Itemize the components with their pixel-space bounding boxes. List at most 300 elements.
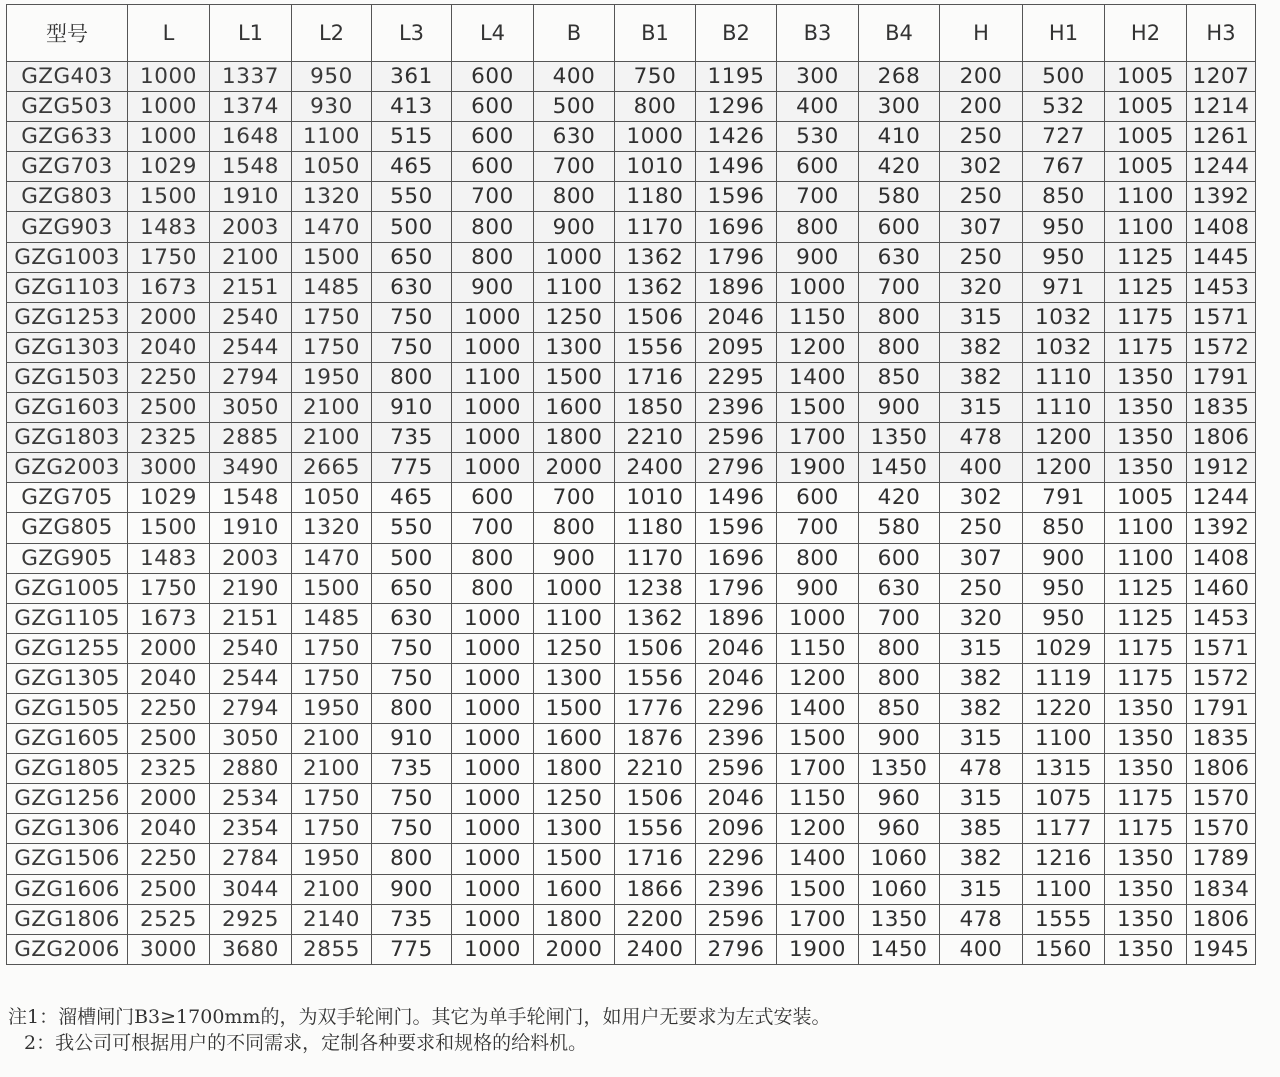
value-cell: 900 [859, 393, 940, 423]
value-cell: 630 [859, 573, 940, 603]
value-cell: 1750 [128, 573, 210, 603]
table-row [7, 242, 1256, 272]
value-cell: 600 [859, 212, 940, 242]
value-cell: 1175 [1105, 814, 1187, 844]
value-cell: 2296 [696, 693, 777, 723]
value-cell: 1500 [534, 844, 615, 874]
value-cell: 1220 [1023, 693, 1105, 723]
column-header: B2 [696, 5, 777, 62]
table-row [7, 724, 1256, 754]
value-cell: 385 [940, 814, 1023, 844]
value-cell: 420 [859, 152, 940, 182]
value-cell: 1000 [452, 302, 534, 332]
table-row [7, 453, 1256, 483]
value-cell: 1600 [534, 393, 615, 423]
value-cell: 1850 [615, 393, 696, 423]
value-cell: 2210 [615, 423, 696, 453]
value-cell: 1000 [452, 453, 534, 483]
value-cell: 250 [940, 573, 1023, 603]
value-cell: 1555 [1023, 904, 1105, 934]
value-cell: 1648 [210, 122, 292, 152]
value-cell: 1910 [210, 513, 292, 543]
value-cell: 1350 [1105, 934, 1187, 964]
value-cell: 2596 [696, 754, 777, 784]
model-cell: GZG1505 [7, 693, 128, 723]
model-cell: GZG1503 [7, 362, 128, 392]
value-cell: 2046 [696, 302, 777, 332]
model-cell: GZG1603 [7, 393, 128, 423]
value-cell: 1119 [1023, 663, 1105, 693]
value-cell: 1496 [696, 152, 777, 182]
model-cell: GZG705 [7, 483, 128, 513]
value-cell: 1150 [777, 633, 859, 663]
value-cell: 2540 [210, 302, 292, 332]
value-cell: 2855 [292, 934, 372, 964]
value-cell: 2296 [696, 844, 777, 874]
value-cell: 1200 [1023, 453, 1105, 483]
value-cell: 465 [372, 483, 452, 513]
value-cell: 2396 [696, 874, 777, 904]
value-cell: 2000 [534, 453, 615, 483]
value-cell: 700 [534, 152, 615, 182]
table-row [7, 212, 1256, 242]
value-cell: 1175 [1105, 633, 1187, 663]
value-cell: 3490 [210, 453, 292, 483]
value-cell: 2500 [128, 724, 210, 754]
value-cell: 1500 [777, 393, 859, 423]
column-header: B [534, 5, 615, 62]
column-header: L1 [210, 5, 292, 62]
value-cell: 1400 [777, 693, 859, 723]
value-cell: 1000 [128, 62, 210, 92]
value-cell: 750 [615, 62, 696, 92]
value-cell: 1175 [1105, 332, 1187, 362]
value-cell: 791 [1023, 483, 1105, 513]
table-row [7, 543, 1256, 573]
value-cell: 1789 [1187, 844, 1256, 874]
value-cell: 1000 [452, 423, 534, 453]
value-cell: 1000 [452, 393, 534, 423]
value-cell: 2540 [210, 633, 292, 663]
value-cell: 478 [940, 904, 1023, 934]
value-cell: 382 [940, 693, 1023, 723]
value-cell: 2200 [615, 904, 696, 934]
value-cell: 3000 [128, 934, 210, 964]
value-cell: 1214 [1187, 92, 1256, 122]
table-row [7, 693, 1256, 723]
value-cell: 1362 [615, 242, 696, 272]
value-cell: 900 [372, 874, 452, 904]
value-cell: 1408 [1187, 212, 1256, 242]
value-cell: 1426 [696, 122, 777, 152]
value-cell: 1000 [534, 573, 615, 603]
value-cell: 1100 [1105, 182, 1187, 212]
value-cell: 1500 [128, 513, 210, 543]
value-cell: 1350 [1105, 453, 1187, 483]
value-cell: 1315 [1023, 754, 1105, 784]
value-cell: 1485 [292, 603, 372, 633]
value-cell: 2100 [292, 724, 372, 754]
table-row [7, 332, 1256, 362]
value-cell: 300 [859, 92, 940, 122]
value-cell: 1806 [1187, 904, 1256, 934]
value-cell: 1500 [292, 242, 372, 272]
value-cell: 700 [777, 182, 859, 212]
model-cell: GZG703 [7, 152, 128, 182]
value-cell: 700 [452, 182, 534, 212]
column-header: H3 [1187, 5, 1256, 62]
value-cell: 2325 [128, 423, 210, 453]
value-cell: 580 [859, 182, 940, 212]
value-cell: 1570 [1187, 784, 1256, 814]
value-cell: 1000 [452, 784, 534, 814]
value-cell: 900 [452, 272, 534, 302]
value-cell: 1900 [777, 453, 859, 483]
value-cell: 2046 [696, 663, 777, 693]
value-cell: 1175 [1105, 663, 1187, 693]
value-cell: 1000 [452, 724, 534, 754]
value-cell: 2095 [696, 332, 777, 362]
value-cell: 1791 [1187, 693, 1256, 723]
value-cell: 1000 [452, 693, 534, 723]
value-cell: 800 [452, 212, 534, 242]
value-cell: 2794 [210, 362, 292, 392]
value-cell: 515 [372, 122, 452, 152]
value-cell: 900 [777, 242, 859, 272]
value-cell: 910 [372, 724, 452, 754]
value-cell: 1673 [128, 603, 210, 633]
value-cell: 1673 [128, 272, 210, 302]
column-header: H2 [1105, 5, 1187, 62]
model-cell: GZG805 [7, 513, 128, 543]
value-cell: 1337 [210, 62, 292, 92]
model-cell: GZG403 [7, 62, 128, 92]
value-cell: 1470 [292, 543, 372, 573]
value-cell: 1910 [210, 182, 292, 212]
value-cell: 1200 [777, 332, 859, 362]
value-cell: 2500 [128, 874, 210, 904]
value-cell: 1110 [1023, 362, 1105, 392]
value-cell: 1835 [1187, 724, 1256, 754]
value-cell: 1350 [1105, 393, 1187, 423]
value-cell: 1556 [615, 814, 696, 844]
value-cell: 800 [452, 242, 534, 272]
value-cell: 2596 [696, 904, 777, 934]
value-cell: 1835 [1187, 393, 1256, 423]
value-cell: 1362 [615, 272, 696, 302]
column-header: H1 [1023, 5, 1105, 62]
value-cell: 2151 [210, 603, 292, 633]
value-cell: 750 [372, 633, 452, 663]
value-cell: 1250 [534, 633, 615, 663]
value-cell: 775 [372, 934, 452, 964]
value-cell: 1500 [534, 362, 615, 392]
value-cell: 580 [859, 513, 940, 543]
value-cell: 727 [1023, 122, 1105, 152]
value-cell: 1000 [452, 934, 534, 964]
value-cell: 735 [372, 904, 452, 934]
value-cell: 382 [940, 663, 1023, 693]
value-cell: 1496 [696, 483, 777, 513]
value-cell: 1950 [292, 362, 372, 392]
value-cell: 1100 [1105, 513, 1187, 543]
value-cell: 1170 [615, 543, 696, 573]
value-cell: 1945 [1187, 934, 1256, 964]
value-cell: 1750 [292, 332, 372, 362]
model-cell: GZG1606 [7, 874, 128, 904]
value-cell: 1125 [1105, 603, 1187, 633]
value-cell: 2796 [696, 934, 777, 964]
value-cell: 750 [372, 814, 452, 844]
value-cell: 413 [372, 92, 452, 122]
value-cell: 2190 [210, 573, 292, 603]
value-cell: 1320 [292, 182, 372, 212]
value-cell: 600 [452, 122, 534, 152]
value-cell: 2500 [128, 393, 210, 423]
table-row [7, 272, 1256, 302]
model-cell: GZG1306 [7, 814, 128, 844]
value-cell: 735 [372, 754, 452, 784]
value-cell: 2046 [696, 784, 777, 814]
value-cell: 1244 [1187, 483, 1256, 513]
value-cell: 1750 [292, 302, 372, 332]
value-cell: 400 [940, 453, 1023, 483]
value-cell: 307 [940, 212, 1023, 242]
value-cell: 500 [534, 92, 615, 122]
value-cell: 315 [940, 874, 1023, 904]
value-cell: 1500 [777, 724, 859, 754]
value-cell: 950 [1023, 573, 1105, 603]
value-cell: 1350 [1105, 724, 1187, 754]
value-cell: 1716 [615, 844, 696, 874]
value-cell: 250 [940, 513, 1023, 543]
value-cell: 1195 [696, 62, 777, 92]
value-cell: 800 [615, 92, 696, 122]
value-cell: 382 [940, 332, 1023, 362]
value-cell: 1000 [615, 122, 696, 152]
value-cell: 800 [534, 182, 615, 212]
value-cell: 500 [1023, 62, 1105, 92]
value-cell: 750 [372, 302, 452, 332]
value-cell: 1029 [128, 483, 210, 513]
model-cell: GZG1305 [7, 663, 128, 693]
value-cell: 1110 [1023, 393, 1105, 423]
value-cell: 1200 [777, 814, 859, 844]
table-row [7, 663, 1256, 693]
model-cell: GZG1303 [7, 332, 128, 362]
value-cell: 1060 [859, 844, 940, 874]
value-cell: 1000 [777, 603, 859, 633]
value-cell: 1750 [292, 663, 372, 693]
value-cell: 1000 [777, 272, 859, 302]
value-cell: 1453 [1187, 272, 1256, 302]
value-cell: 800 [452, 543, 534, 573]
table-row [7, 784, 1256, 814]
value-cell: 2925 [210, 904, 292, 934]
value-cell: 1548 [210, 152, 292, 182]
value-cell: 800 [372, 844, 452, 874]
value-cell: 800 [534, 513, 615, 543]
value-cell: 1400 [777, 362, 859, 392]
value-cell: 1912 [1187, 453, 1256, 483]
value-cell: 250 [940, 242, 1023, 272]
value-cell: 2003 [210, 543, 292, 573]
value-cell: 1572 [1187, 663, 1256, 693]
value-cell: 1005 [1105, 122, 1187, 152]
value-cell: 1506 [615, 302, 696, 332]
value-cell: 600 [452, 62, 534, 92]
model-cell: GZG1806 [7, 904, 128, 934]
value-cell: 250 [940, 182, 1023, 212]
value-cell: 1029 [1023, 633, 1105, 663]
value-cell: 1032 [1023, 302, 1105, 332]
value-cell: 302 [940, 483, 1023, 513]
value-cell: 1460 [1187, 573, 1256, 603]
value-cell: 1896 [696, 272, 777, 302]
value-cell: 400 [777, 92, 859, 122]
value-cell: 800 [777, 543, 859, 573]
model-cell: GZG1105 [7, 603, 128, 633]
value-cell: 1571 [1187, 633, 1256, 663]
value-cell: 2396 [696, 724, 777, 754]
value-cell: 2000 [534, 934, 615, 964]
value-cell: 850 [1023, 513, 1105, 543]
value-cell: 2665 [292, 453, 372, 483]
value-cell: 850 [859, 693, 940, 723]
value-cell: 3044 [210, 874, 292, 904]
value-cell: 750 [372, 332, 452, 362]
value-cell: 2000 [128, 633, 210, 663]
model-cell: GZG903 [7, 212, 128, 242]
value-cell: 1100 [534, 272, 615, 302]
value-cell: 650 [372, 242, 452, 272]
value-cell: 382 [940, 844, 1023, 874]
value-cell: 900 [777, 573, 859, 603]
value-cell: 1408 [1187, 543, 1256, 573]
value-cell: 1000 [452, 754, 534, 784]
value-cell: 2885 [210, 423, 292, 453]
value-cell: 1596 [696, 513, 777, 543]
value-cell: 1050 [292, 483, 372, 513]
value-cell: 1010 [615, 483, 696, 513]
value-cell: 1600 [534, 874, 615, 904]
value-cell: 2100 [292, 874, 372, 904]
value-cell: 800 [777, 212, 859, 242]
value-cell: 1050 [292, 152, 372, 182]
value-cell: 1950 [292, 844, 372, 874]
value-cell: 1125 [1105, 242, 1187, 272]
model-cell: GZG633 [7, 122, 128, 152]
value-cell: 1800 [534, 423, 615, 453]
table-row [7, 393, 1256, 423]
value-cell: 1100 [452, 362, 534, 392]
value-cell: 315 [940, 633, 1023, 663]
value-cell: 1500 [777, 874, 859, 904]
model-cell: GZG1255 [7, 633, 128, 663]
value-cell: 930 [292, 92, 372, 122]
value-cell: 400 [534, 62, 615, 92]
value-cell: 1150 [777, 784, 859, 814]
value-cell: 735 [372, 423, 452, 453]
value-cell: 1750 [292, 784, 372, 814]
value-cell: 1600 [534, 724, 615, 754]
value-cell: 1250 [534, 302, 615, 332]
value-cell: 1806 [1187, 423, 1256, 453]
value-cell: 1700 [777, 754, 859, 784]
value-cell: 1791 [1187, 362, 1256, 392]
value-cell: 1200 [777, 663, 859, 693]
value-cell: 600 [452, 483, 534, 513]
value-cell: 1180 [615, 182, 696, 212]
value-cell: 400 [940, 934, 1023, 964]
table-row [7, 302, 1256, 332]
value-cell: 1700 [777, 423, 859, 453]
value-cell: 1796 [696, 242, 777, 272]
model-cell: GZG1003 [7, 242, 128, 272]
value-cell: 465 [372, 152, 452, 182]
value-cell: 1100 [1023, 874, 1105, 904]
value-cell: 1548 [210, 483, 292, 513]
value-cell: 315 [940, 302, 1023, 332]
column-header: L3 [372, 5, 452, 62]
value-cell: 1300 [534, 814, 615, 844]
value-cell: 320 [940, 603, 1023, 633]
value-cell: 950 [1023, 603, 1105, 633]
value-cell: 1005 [1105, 483, 1187, 513]
model-cell: GZG503 [7, 92, 128, 122]
value-cell: 2040 [128, 814, 210, 844]
value-cell: 250 [940, 122, 1023, 152]
value-cell: 1350 [1105, 693, 1187, 723]
value-cell: 630 [372, 272, 452, 302]
value-cell: 800 [859, 633, 940, 663]
value-cell: 1100 [1105, 212, 1187, 242]
value-cell: 1175 [1105, 784, 1187, 814]
value-cell: 1834 [1187, 874, 1256, 904]
value-cell: 2250 [128, 362, 210, 392]
value-cell: 1075 [1023, 784, 1105, 814]
value-cell: 1100 [534, 603, 615, 633]
value-cell: 1000 [452, 904, 534, 934]
model-cell: GZG1256 [7, 784, 128, 814]
value-cell: 1350 [859, 423, 940, 453]
value-cell: 3000 [128, 453, 210, 483]
value-cell: 1000 [452, 874, 534, 904]
model-cell: GZG2003 [7, 453, 128, 483]
value-cell: 1250 [534, 784, 615, 814]
value-cell: 1800 [534, 754, 615, 784]
value-cell: 1400 [777, 844, 859, 874]
value-cell: 800 [372, 693, 452, 723]
value-cell: 800 [859, 302, 940, 332]
value-cell: 1696 [696, 543, 777, 573]
value-cell: 2046 [696, 633, 777, 663]
value-cell: 1238 [615, 573, 696, 603]
value-cell: 2354 [210, 814, 292, 844]
column-header: H [940, 5, 1023, 62]
table-body [7, 62, 1256, 965]
value-cell: 2100 [292, 393, 372, 423]
value-cell: 1350 [859, 904, 940, 934]
value-cell: 3050 [210, 393, 292, 423]
value-cell: 1500 [128, 182, 210, 212]
value-cell: 2525 [128, 904, 210, 934]
value-cell: 1000 [452, 663, 534, 693]
model-cell: GZG905 [7, 543, 128, 573]
value-cell: 900 [534, 212, 615, 242]
value-cell: 1362 [615, 603, 696, 633]
value-cell: 600 [777, 483, 859, 513]
